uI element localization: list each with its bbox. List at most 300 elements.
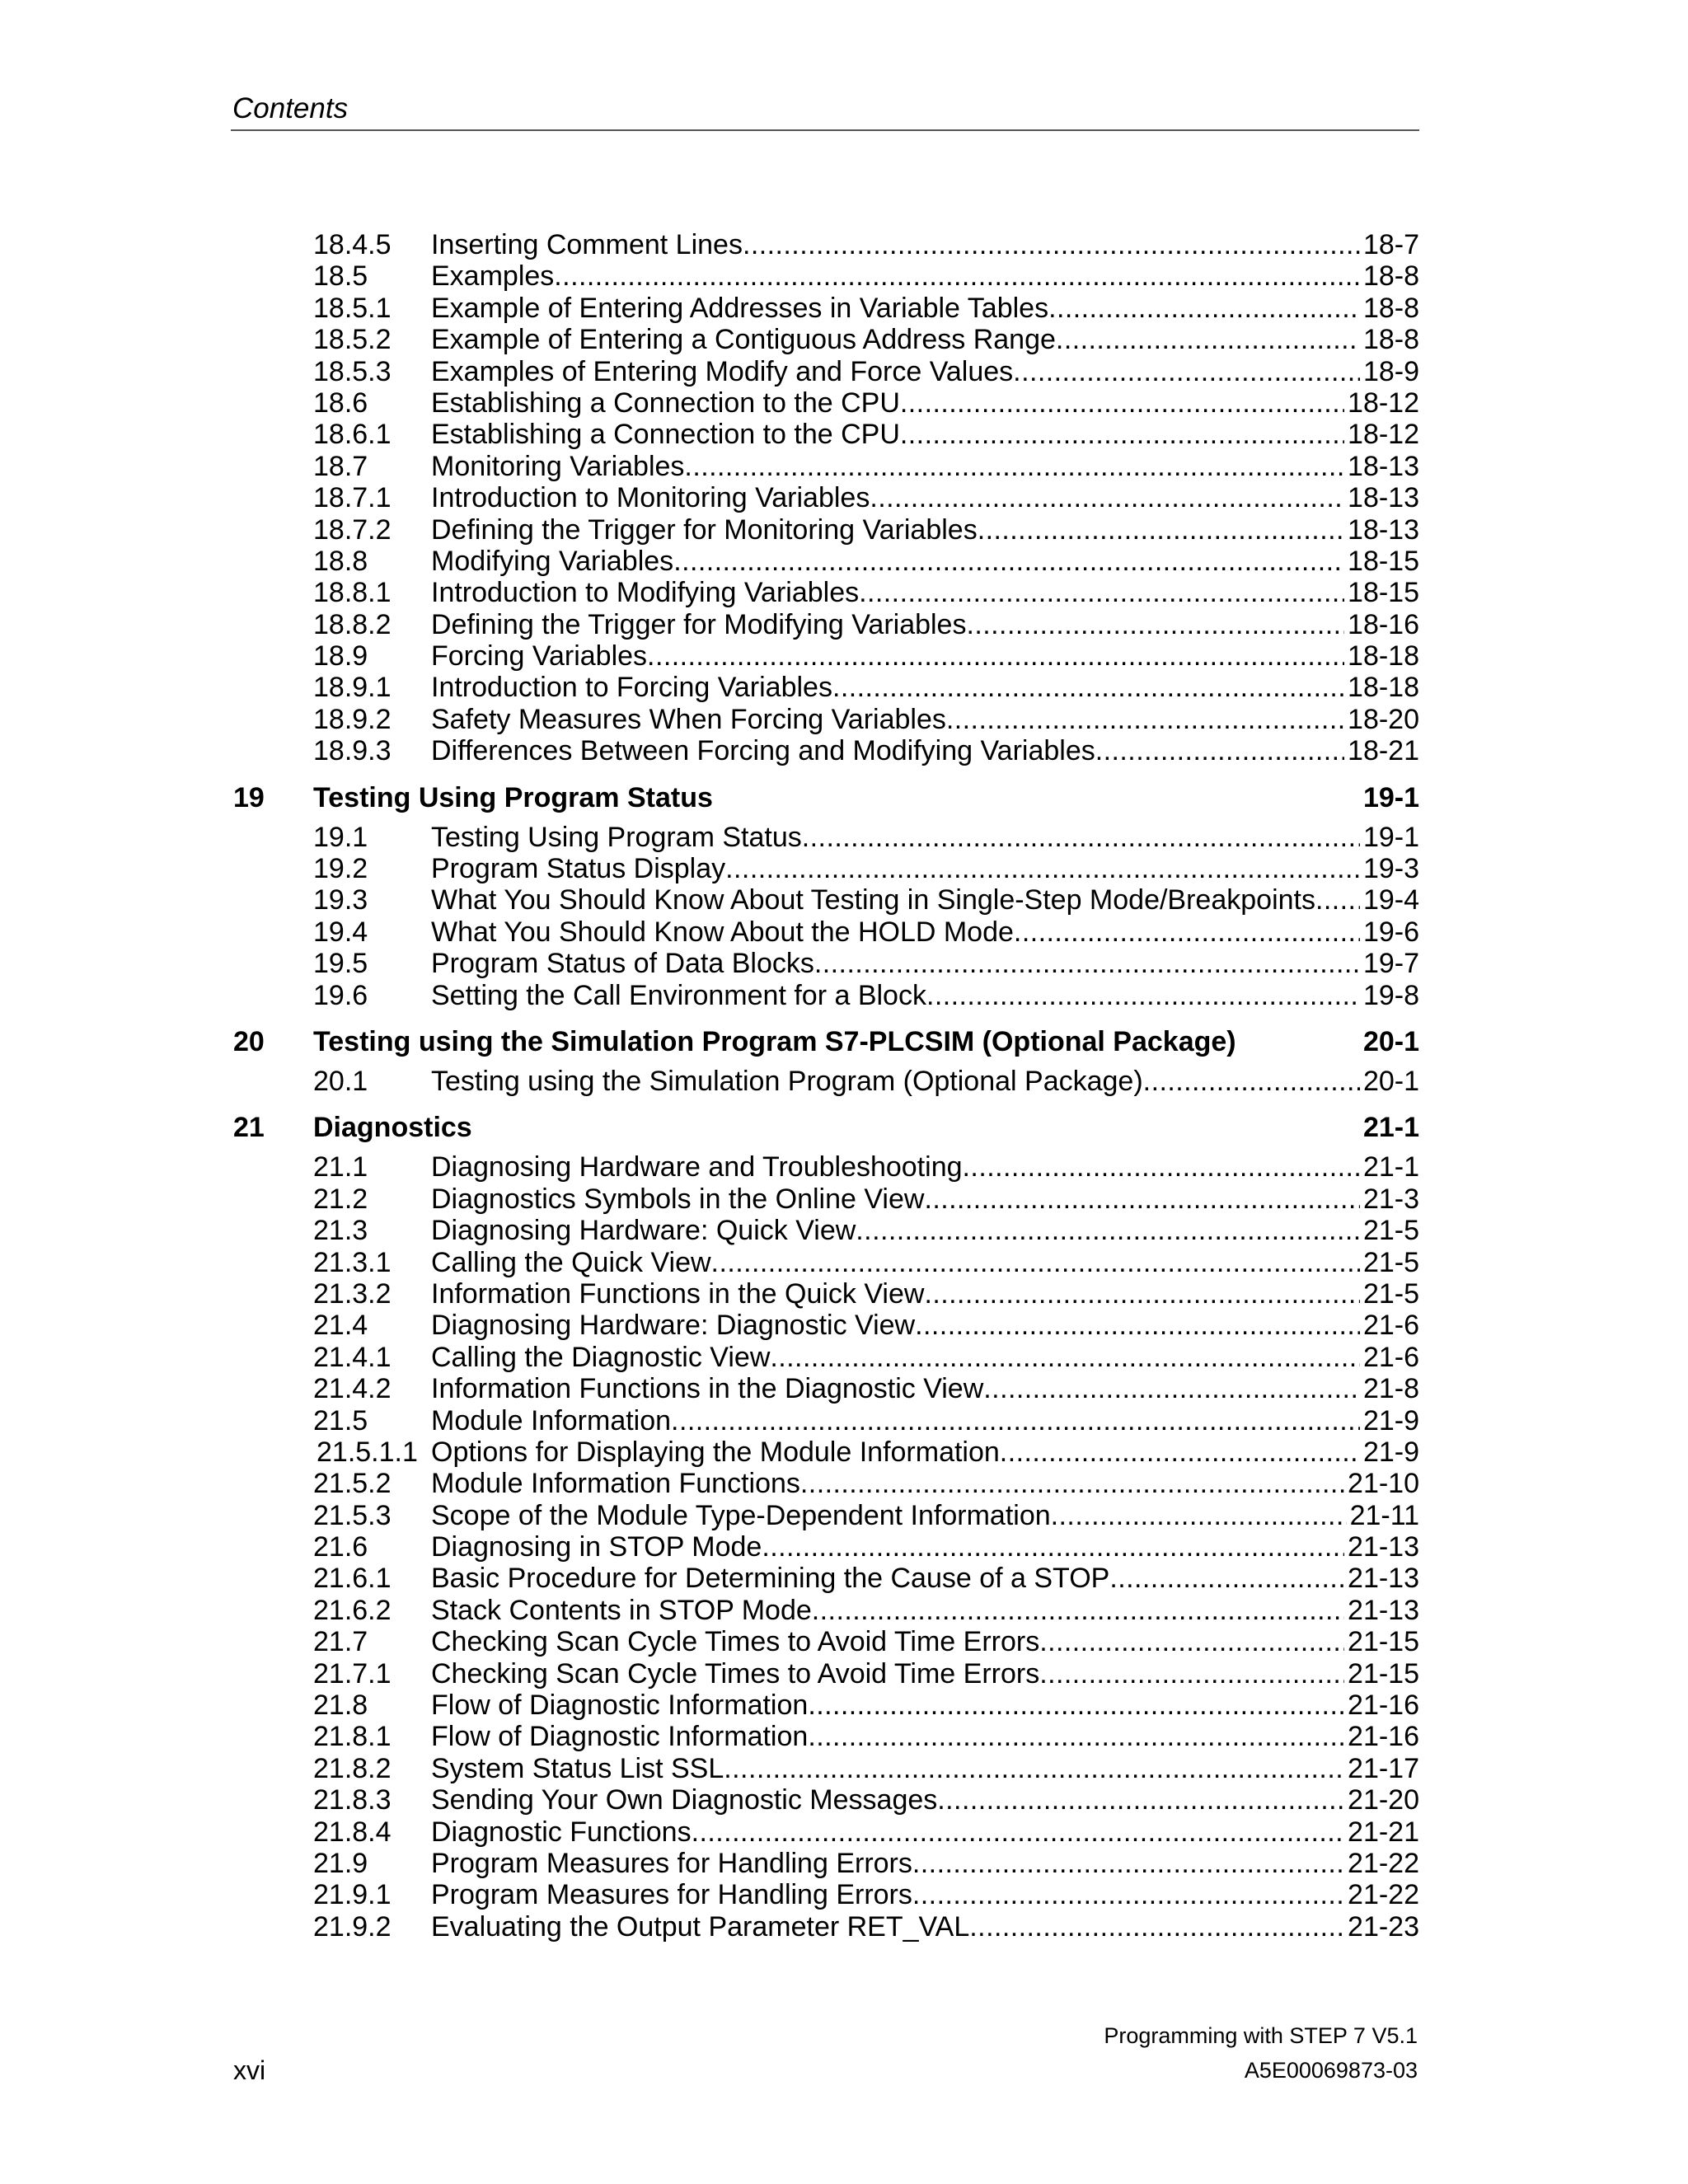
- entry-title: Introduction to Modifying Variables: [431, 577, 860, 609]
- entry-title: Examples of Entering Modify and Force Values: [431, 355, 1014, 387]
- entry-number: 19.6: [313, 979, 368, 1011]
- dot-leader: [554, 260, 1360, 292]
- entry-line: [431, 609, 1419, 640]
- entry-title: Diagnostics Symbols in the Online View: [431, 1183, 925, 1215]
- entry-title: Program Status of Data Blocks: [431, 948, 814, 980]
- entry-number: 21.2: [313, 1183, 368, 1215]
- entry-title: Basic Procedure for Determining the Cause of a STOP: [431, 1563, 1110, 1595]
- dot-leader: [983, 1373, 1360, 1404]
- entry-number: 21.4: [313, 1310, 368, 1342]
- dot-leader: [937, 1784, 1344, 1816]
- entry-page: 21-6: [1362, 1310, 1419, 1342]
- entry-page: 18-12: [1348, 387, 1419, 419]
- entry-number: 21.9: [313, 1847, 368, 1879]
- entry-line: [431, 1247, 1419, 1278]
- entry-line: [431, 1310, 1419, 1341]
- entry-title: Program Measures for Handling Errors: [431, 1847, 912, 1879]
- entry-number: 18.5.2: [313, 324, 392, 356]
- entry-title: Introduction to Forcing Variables: [431, 672, 832, 704]
- entry-page: 21-5: [1362, 1215, 1419, 1247]
- entry-page: 18-20: [1348, 703, 1419, 735]
- dot-leader: [859, 577, 1344, 608]
- toc-entry[interactable]: [0, 514, 1688, 546]
- chapter-number: 20: [233, 1025, 265, 1057]
- entry-line: [431, 387, 1419, 419]
- toc-entry[interactable]: [0, 672, 1688, 703]
- entry-number: 21.3: [313, 1215, 368, 1247]
- entry-page: 18-15: [1348, 577, 1419, 609]
- toc-entry[interactable]: [0, 1278, 1688, 1310]
- toc-chapter-heading[interactable]: [0, 1018, 1688, 1066]
- entry-page: 21-22: [1348, 1847, 1419, 1879]
- entry-number: 18.9: [313, 640, 368, 673]
- entry-page: 18-18: [1348, 672, 1419, 704]
- entry-title: Scope of the Module Type-Dependent Information: [431, 1499, 1051, 1531]
- toc-entry[interactable]: [0, 1066, 1688, 1097]
- entry-title: Information Functions in the Quick View: [431, 1277, 925, 1310]
- dot-leader: [870, 482, 1344, 513]
- toc-entry[interactable]: [0, 1183, 1688, 1215]
- dot-leader: [800, 1468, 1344, 1499]
- entry-line: [431, 229, 1419, 260]
- entry-page: 19-8: [1362, 979, 1419, 1011]
- entry-page: 19-6: [1362, 916, 1419, 948]
- toc-entry[interactable]: [0, 260, 1688, 292]
- entry-line: [431, 1879, 1419, 1910]
- dot-leader: [1039, 1658, 1344, 1690]
- entry-number: 19.2: [313, 853, 368, 885]
- dot-leader: [1056, 324, 1360, 355]
- entry-title: Establishing a Connection to the CPU: [431, 419, 900, 451]
- entry-number: 21.9.1: [313, 1879, 392, 1911]
- entry-number: 18.9.3: [313, 735, 392, 767]
- entry-title: Program Measures for Handling Errors: [431, 1879, 912, 1911]
- entry-line: [431, 948, 1419, 979]
- toc-entry[interactable]: [0, 229, 1688, 260]
- entry-line: [431, 1531, 1419, 1563]
- entry-title: System Status List SSL: [431, 1752, 724, 1784]
- dot-leader: [711, 1247, 1360, 1278]
- dot-leader: [946, 704, 1344, 735]
- chapter-page: 19-1: [1362, 781, 1419, 813]
- entry-page: 21-5: [1362, 1277, 1419, 1310]
- dot-leader: [832, 672, 1344, 703]
- entry-page: 21-8: [1362, 1373, 1419, 1405]
- entry-title: Modifying Variables: [431, 545, 674, 577]
- toc-entry[interactable]: [0, 853, 1688, 884]
- dot-leader: [1014, 916, 1360, 948]
- entry-line: [431, 482, 1419, 513]
- chapter-page: 20-1: [1362, 1025, 1419, 1057]
- entry-title: Testing using the Simulation Program (Optional Package): [431, 1065, 1143, 1097]
- entry-title: Module Information Functions: [431, 1468, 800, 1500]
- toc-entry[interactable]: [0, 980, 1688, 1011]
- entry-line: [431, 1784, 1419, 1816]
- entry-title: What You Should Know About Testing in Single-Step Mode/Breakpoints: [431, 884, 1315, 916]
- toc-entry[interactable]: [0, 822, 1688, 853]
- entry-page: 21-16: [1348, 1721, 1419, 1753]
- entry-number: 18.7.1: [313, 482, 392, 514]
- entry-line: [431, 640, 1419, 672]
- dot-leader: [762, 1531, 1344, 1563]
- entry-number: 18.8.2: [313, 608, 392, 640]
- entry-line: [431, 356, 1419, 387]
- entry-title: Example of Entering a Contiguous Address Range: [431, 324, 1056, 356]
- toc-entry[interactable]: [0, 419, 1688, 450]
- entry-number: 18.8.1: [313, 577, 392, 609]
- entry-page: 21-20: [1348, 1784, 1419, 1816]
- entry-line: [431, 853, 1419, 884]
- toc-entry[interactable]: [0, 948, 1688, 979]
- dot-leader: [1013, 356, 1360, 387]
- toc-entry[interactable]: [0, 1373, 1688, 1404]
- entry-number: 21.8.1: [313, 1721, 392, 1753]
- chapter-page: 21-1: [1362, 1112, 1419, 1144]
- entry-page: 18-15: [1348, 545, 1419, 577]
- entry-line: [431, 1626, 1419, 1657]
- entry-line: [431, 704, 1419, 735]
- entry-line: [431, 884, 1419, 916]
- dot-leader: [1000, 1436, 1360, 1468]
- toc-entry[interactable]: [0, 1468, 1688, 1499]
- entry-number: 21.7: [313, 1626, 368, 1658]
- header-divider: [231, 129, 1419, 131]
- toc-entry[interactable]: [0, 884, 1688, 916]
- toc-section: [0, 1018, 1688, 1097]
- toc-entry[interactable]: [0, 482, 1688, 513]
- toc-entry[interactable]: [0, 1879, 1688, 1910]
- entry-page: 18-8: [1362, 292, 1419, 324]
- dot-leader: [724, 1753, 1344, 1784]
- entry-title: Defining the Trigger for Monitoring Variables: [431, 513, 978, 546]
- entry-page: 21-13: [1348, 1531, 1419, 1563]
- dot-leader: [814, 948, 1360, 979]
- chapter-title: Testing using the Simulation Program S7-PLCSIM (Optional Package): [313, 1025, 1236, 1057]
- toc-chapter-heading[interactable]: [0, 774, 1688, 822]
- page-header-title: Contents: [232, 92, 349, 124]
- entry-number: 18.6.1: [313, 419, 392, 451]
- entry-number: 21.4.1: [313, 1341, 392, 1373]
- toc-entry[interactable]: [0, 1215, 1688, 1246]
- entry-line: [431, 514, 1419, 546]
- entry-page: 21-9: [1362, 1436, 1419, 1468]
- entry-page: 20-1: [1362, 1065, 1419, 1097]
- entry-line: [431, 980, 1419, 1011]
- toc-entry[interactable]: [0, 1405, 1688, 1436]
- toc-entry[interactable]: [0, 1626, 1688, 1657]
- entry-title: Inserting Comment Lines: [431, 229, 743, 260]
- toc-entry[interactable]: [0, 735, 1688, 766]
- footer-page-number: xvi: [233, 2055, 266, 2085]
- entry-line: [431, 1595, 1419, 1626]
- entry-line: [431, 1848, 1419, 1879]
- dot-leader: [1143, 1066, 1360, 1097]
- entry-title: Examples: [431, 260, 555, 293]
- entry-line: [431, 1373, 1419, 1404]
- toc-entry[interactable]: [0, 1310, 1688, 1341]
- toc-entry[interactable]: [0, 1563, 1688, 1594]
- dot-leader: [770, 1342, 1360, 1373]
- entry-page: 21-23: [1348, 1910, 1419, 1943]
- entry-page: 18-7: [1362, 229, 1419, 260]
- entry-page: 18-21: [1348, 735, 1419, 767]
- toc-entry[interactable]: [0, 1816, 1688, 1848]
- entry-number: 21.6.1: [313, 1563, 392, 1595]
- entry-number: 19.5: [313, 948, 368, 980]
- dot-leader: [900, 387, 1344, 419]
- entry-line: [431, 1690, 1419, 1721]
- dot-leader: [647, 640, 1344, 672]
- entry-page: 21-22: [1348, 1879, 1419, 1911]
- toc-entry[interactable]: [0, 356, 1688, 387]
- dot-leader: [1039, 1626, 1344, 1657]
- entry-number: 21.1: [313, 1151, 368, 1183]
- entry-line: [431, 1342, 1419, 1373]
- entry-number: 18.9.1: [313, 672, 392, 704]
- entry-number: 18.8: [313, 545, 368, 577]
- entry-title: Sending Your Own Diagnostic Messages: [431, 1784, 938, 1816]
- toc-entry[interactable]: [0, 451, 1688, 482]
- entry-page: 21-3: [1362, 1183, 1419, 1215]
- entry-number: 20.1: [313, 1065, 368, 1097]
- entry-title: Evaluating the Output Parameter RET_VAL: [431, 1910, 970, 1943]
- dot-leader: [924, 1278, 1360, 1310]
- entry-title: Calling the Quick View: [431, 1246, 711, 1278]
- entry-title: Flow of Diagnostic Information: [431, 1721, 809, 1753]
- footer-publication-title: Programming with STEP 7 V5.1: [1104, 2023, 1418, 2048]
- entry-title: Checking Scan Cycle Times to Avoid Time Errors: [431, 1626, 1040, 1658]
- toc-entry[interactable]: [0, 1151, 1688, 1183]
- dot-leader: [978, 514, 1344, 546]
- entry-line: [431, 735, 1419, 766]
- chapter-title: Testing Using Program Status: [313, 781, 713, 813]
- entry-title: Checking Scan Cycle Times to Avoid Time Errors: [431, 1657, 1040, 1690]
- entry-page: 21-10: [1348, 1468, 1419, 1500]
- entry-number: 18.5: [313, 260, 368, 293]
- entry-page: 18-13: [1348, 450, 1419, 482]
- entry-number: 21.3.1: [313, 1246, 392, 1278]
- entry-page: 19-7: [1362, 948, 1419, 980]
- entry-page: 18-16: [1348, 608, 1419, 640]
- toc-entry[interactable]: [0, 577, 1688, 608]
- entry-line: [431, 1500, 1419, 1531]
- dot-leader: [924, 1183, 1360, 1215]
- chapter-title: Diagnostics: [313, 1112, 472, 1144]
- entry-page: 21-15: [1348, 1626, 1419, 1658]
- entry-page: 18-13: [1348, 513, 1419, 546]
- entry-page: 18-8: [1362, 324, 1419, 356]
- entry-line: [431, 293, 1419, 324]
- toc-section: [0, 229, 1688, 767]
- entry-page: 21-9: [1362, 1404, 1419, 1436]
- entry-number: 18.7: [313, 450, 368, 482]
- entry-number: 21.5.3: [313, 1499, 392, 1531]
- entry-title: Module Information: [431, 1404, 672, 1436]
- entry-number: 21.5.1.1: [316, 1436, 418, 1468]
- entry-number: 21.8.4: [313, 1816, 392, 1848]
- entry-line: [431, 1753, 1419, 1784]
- dot-leader: [856, 1215, 1360, 1246]
- entry-line: [431, 1183, 1419, 1215]
- toc-entry[interactable]: [0, 609, 1688, 640]
- entry-number: 18.7.2: [313, 513, 392, 546]
- toc-entry[interactable]: [0, 546, 1688, 577]
- entry-title: Options for Displaying the Module Information: [431, 1436, 1000, 1468]
- dot-leader: [802, 822, 1360, 853]
- dot-leader: [812, 1595, 1344, 1626]
- entry-page: 21-5: [1362, 1246, 1419, 1278]
- dot-leader: [1048, 293, 1360, 324]
- dot-leader: [671, 1405, 1360, 1436]
- entry-line: [431, 546, 1419, 577]
- entry-page: 19-4: [1362, 884, 1419, 916]
- entry-number: 21.5: [313, 1404, 368, 1436]
- dot-leader: [743, 229, 1360, 260]
- entry-title: Program Status Display: [431, 853, 726, 885]
- toc-entry[interactable]: [0, 1247, 1688, 1278]
- entry-title: Testing Using Program Status: [431, 821, 802, 853]
- entry-number: 21.4.2: [313, 1373, 392, 1405]
- entry-page: 21-6: [1362, 1341, 1419, 1373]
- toc-entry[interactable]: [0, 1753, 1688, 1784]
- entry-line: [431, 1066, 1419, 1097]
- entry-number: 18.5.3: [313, 355, 392, 387]
- entry-line: [431, 324, 1419, 355]
- table-of-contents: [0, 229, 1688, 1946]
- entry-line: [431, 822, 1419, 853]
- toc-entry[interactable]: [0, 1658, 1688, 1690]
- entry-page: 21-1: [1362, 1151, 1419, 1183]
- entry-page: 21-21: [1348, 1816, 1419, 1848]
- dot-leader: [912, 1879, 1344, 1910]
- entry-page: 21-13: [1348, 1563, 1419, 1595]
- chapter-number: 21: [233, 1112, 265, 1144]
- entry-page: 19-1: [1362, 821, 1419, 853]
- dot-leader: [725, 853, 1360, 884]
- toc-section: [0, 1104, 1688, 1943]
- entry-title: What You Should Know About the HOLD Mode: [431, 916, 1014, 948]
- toc-entry[interactable]: [0, 1531, 1688, 1563]
- entry-title: Stack Contents in STOP Mode: [431, 1594, 812, 1626]
- entry-line: [431, 1436, 1419, 1468]
- chapter-number: 19: [233, 781, 265, 813]
- entry-title: Calling the Diagnostic View: [431, 1341, 771, 1373]
- entry-title: Diagnosing Hardware: Diagnostic View: [431, 1310, 916, 1342]
- entry-page: 21-16: [1348, 1690, 1419, 1722]
- entry-number: 19.1: [313, 821, 368, 853]
- entry-line: [431, 1816, 1419, 1848]
- dot-leader: [1051, 1500, 1347, 1531]
- toc-entry[interactable]: [0, 1911, 1688, 1943]
- entry-number: 19.3: [313, 884, 368, 916]
- entry-line: [431, 1721, 1419, 1752]
- entry-line: [431, 1911, 1419, 1943]
- entry-line: [431, 577, 1419, 608]
- toc-entry[interactable]: [0, 293, 1688, 324]
- entry-number: 21.8.2: [313, 1752, 392, 1784]
- dot-leader: [966, 609, 1344, 640]
- entry-page: 21-11: [1349, 1499, 1419, 1531]
- toc-entry[interactable]: [0, 1690, 1688, 1721]
- entry-number: 21.5.2: [313, 1468, 392, 1500]
- dot-leader: [963, 1151, 1360, 1183]
- entry-page: 18-13: [1348, 482, 1419, 514]
- entry-title: Example of Entering Addresses in Variable Tables: [431, 292, 1049, 324]
- toc-entry[interactable]: [0, 1848, 1688, 1879]
- entry-number: 21.6.2: [313, 1594, 392, 1626]
- dot-leader: [915, 1310, 1360, 1341]
- entry-title: Forcing Variables: [431, 640, 648, 673]
- dot-leader: [673, 546, 1344, 577]
- entry-number: 18.6: [313, 387, 368, 419]
- dot-leader: [1109, 1563, 1344, 1594]
- entry-title: Flow of Diagnostic Information: [431, 1690, 809, 1722]
- dot-leader: [808, 1721, 1344, 1752]
- entry-line: [431, 1658, 1419, 1690]
- entry-number: 21.9.2: [313, 1910, 392, 1943]
- entry-number: 21.8.3: [313, 1784, 392, 1816]
- toc-entry[interactable]: [0, 324, 1688, 355]
- entry-number: 21.3.2: [313, 1277, 392, 1310]
- entry-number: 18.5.1: [313, 292, 392, 324]
- entry-page: 18-8: [1362, 260, 1419, 293]
- entry-page: 19-3: [1362, 853, 1419, 885]
- entry-line: [431, 672, 1419, 703]
- toc-entry[interactable]: [0, 1500, 1688, 1531]
- entry-line: [431, 451, 1419, 482]
- entry-title: Diagnosing Hardware: Quick View: [431, 1215, 856, 1247]
- footer-document-code: A5E00069873-03: [1244, 2058, 1418, 2083]
- entry-number: 18.4.5: [313, 229, 392, 260]
- dot-leader: [912, 1848, 1344, 1879]
- entry-page: 21-13: [1348, 1594, 1419, 1626]
- dot-leader: [692, 1816, 1344, 1848]
- dot-leader: [684, 451, 1344, 482]
- toc-entry[interactable]: [0, 387, 1688, 419]
- entry-page: 21-15: [1348, 1657, 1419, 1690]
- toc-chapter-heading[interactable]: [0, 1104, 1688, 1151]
- dot-leader: [1315, 884, 1360, 916]
- entry-title: Establishing a Connection to the CPU: [431, 387, 900, 419]
- toc-entry[interactable]: [0, 1721, 1688, 1752]
- entry-title: Information Functions in the Diagnostic View: [431, 1373, 984, 1405]
- entry-line: [431, 1405, 1419, 1436]
- toc-section: [0, 774, 1688, 1011]
- toc-entry[interactable]: [0, 1784, 1688, 1816]
- toc-entry[interactable]: [0, 1436, 1688, 1468]
- entry-page: 18-9: [1362, 355, 1419, 387]
- entry-line: [431, 260, 1419, 292]
- dot-leader: [808, 1690, 1344, 1721]
- entry-title: Setting the Call Environment for a Block: [431, 979, 926, 1011]
- entry-line: [431, 419, 1419, 450]
- entry-number: 18.9.2: [313, 703, 392, 735]
- toc-entry[interactable]: [0, 1595, 1688, 1626]
- entry-title: Defining the Trigger for Modifying Variables: [431, 608, 967, 640]
- entry-title: Diagnosing in STOP Mode: [431, 1531, 762, 1563]
- entry-title: Introduction to Monitoring Variables: [431, 482, 870, 514]
- toc-entry[interactable]: [0, 1342, 1688, 1373]
- toc-entry[interactable]: [0, 704, 1688, 735]
- entry-number: 19.4: [313, 916, 368, 948]
- entry-title: Diagnostic Functions: [431, 1816, 692, 1848]
- dot-leader: [926, 980, 1360, 1011]
- toc-entry[interactable]: [0, 916, 1688, 948]
- entry-line: [431, 1563, 1419, 1594]
- entry-title: Monitoring Variables: [431, 450, 685, 482]
- entry-number: 21.8: [313, 1690, 368, 1722]
- toc-entry[interactable]: [0, 640, 1688, 672]
